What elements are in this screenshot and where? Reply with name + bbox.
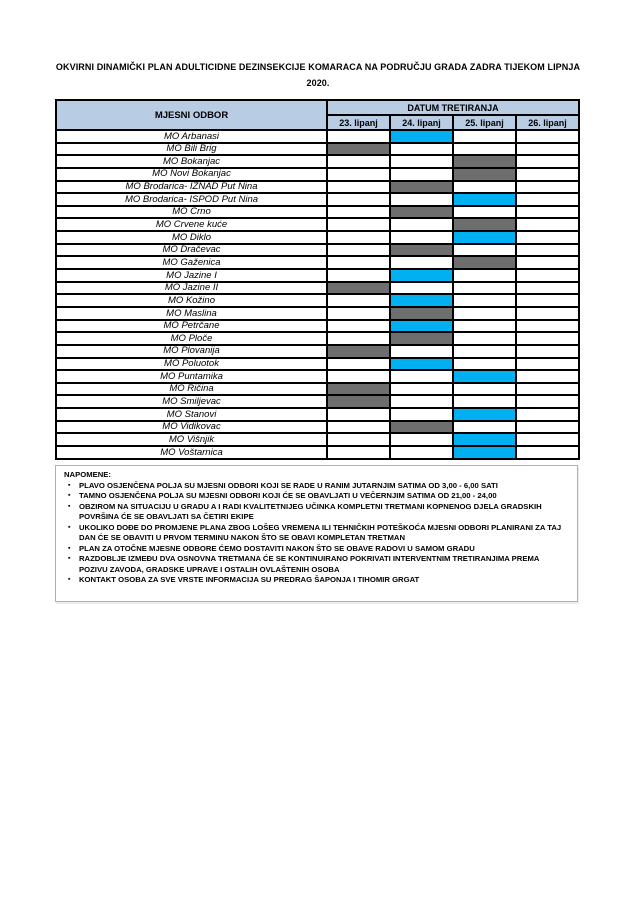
treatment-cell-empty bbox=[390, 155, 453, 168]
treatment-cell-empty bbox=[327, 218, 390, 231]
table-row bbox=[56, 332, 579, 345]
treatment-cell-evening bbox=[327, 282, 390, 295]
treatment-cell-empty bbox=[516, 256, 579, 269]
treatment-cell-empty bbox=[327, 168, 390, 181]
table-header bbox=[56, 100, 579, 130]
note-text: PLAVO OSJENČENA POLJA SU MJESNI ODBORI KOJI SE RADE U RANIM JUTARNJIM SATIMA OD 3,00 - 6,00 SATI bbox=[79, 480, 498, 490]
date-header-26: 26. lipanj bbox=[516, 115, 579, 130]
treatment-cell-empty bbox=[516, 231, 579, 244]
mo-name-cell: MO Arbanasi bbox=[56, 130, 327, 143]
treatment-cell-empty bbox=[327, 206, 390, 219]
treatment-cell-empty bbox=[390, 168, 453, 181]
treatment-cell-empty bbox=[453, 269, 516, 282]
treatment-cell-empty bbox=[327, 433, 390, 446]
notes-heading: NAPOMENE: bbox=[64, 470, 111, 479]
table-row bbox=[56, 358, 579, 371]
treatment-cell-empty bbox=[390, 282, 453, 295]
date-header-23: 23. lipanj bbox=[327, 115, 390, 130]
mo-name-cell: MO Crno bbox=[56, 206, 327, 219]
table-row bbox=[56, 181, 579, 194]
table-row bbox=[56, 370, 579, 383]
treatment-cell-empty bbox=[453, 421, 516, 434]
table-row bbox=[56, 256, 579, 269]
mo-name-cell: MO Kožino bbox=[56, 294, 327, 307]
treatment-cell-empty bbox=[390, 395, 453, 408]
treatment-cell-empty bbox=[516, 395, 579, 408]
mo-name-cell: MO Brodarica- IZNAD Put Nina bbox=[56, 181, 327, 194]
note-item bbox=[68, 502, 569, 523]
mo-name-cell: MO Maslina bbox=[56, 307, 327, 320]
treatment-cell-evening bbox=[390, 332, 453, 345]
treatment-cell-empty bbox=[453, 206, 516, 219]
treatment-cell-empty bbox=[453, 320, 516, 333]
treatment-cell-empty bbox=[453, 130, 516, 143]
treatment-cell-empty bbox=[516, 218, 579, 231]
treatment-cell-empty bbox=[327, 231, 390, 244]
treatment-cell-evening bbox=[453, 218, 516, 231]
treatment-cell-evening bbox=[327, 143, 390, 156]
treatment-cell-morning bbox=[390, 320, 453, 333]
note-item bbox=[68, 544, 569, 555]
treatment-cell-empty bbox=[390, 370, 453, 383]
table-row bbox=[56, 193, 579, 206]
treatment-cell-empty bbox=[327, 408, 390, 421]
mo-name-cell: MO Gaženica bbox=[56, 256, 327, 269]
header-row-group bbox=[56, 100, 579, 115]
treatment-cell-empty bbox=[516, 345, 579, 358]
treatment-cell-evening bbox=[327, 395, 390, 408]
title-line-1: OKVIRNI DINAMIČKI PLAN ADULTICIDNE DEZINSEKCIJE KOMARACA NA PODRUČJU GRADA ZADRA TIJEKOM LIPNJA bbox=[55, 62, 581, 72]
treatment-cell-morning bbox=[453, 408, 516, 421]
treatment-cell-empty bbox=[327, 358, 390, 371]
treatment-cell-empty bbox=[327, 256, 390, 269]
treatment-cell-empty bbox=[327, 193, 390, 206]
title-line-2: 2020. bbox=[306, 78, 330, 88]
treatment-cell-empty bbox=[516, 383, 579, 396]
treatment-cell-empty bbox=[453, 332, 516, 345]
treatment-cell-empty bbox=[453, 282, 516, 295]
treatment-cell-empty bbox=[327, 421, 390, 434]
notes-list bbox=[64, 481, 569, 586]
treatment-cell-evening bbox=[390, 244, 453, 257]
table-row bbox=[56, 282, 579, 295]
treatment-cell-empty bbox=[516, 408, 579, 421]
treatment-schedule-table bbox=[55, 99, 580, 460]
table-row bbox=[56, 446, 579, 459]
note-text: KONTAKT OSOBA ZA SVE VRSTE INFORMACIJA SU PREDRAG ŠAPONJA I TIHOMIR GRGAT bbox=[79, 575, 420, 584]
treatment-cell-empty bbox=[327, 155, 390, 168]
treatment-cell-morning bbox=[390, 358, 453, 371]
mo-name-cell: MO Ričina bbox=[56, 383, 327, 396]
treatment-cell-empty bbox=[516, 332, 579, 345]
treatment-cell-empty bbox=[516, 446, 579, 459]
treatment-cell-empty bbox=[516, 269, 579, 282]
note-item bbox=[68, 523, 569, 544]
treatment-cell-evening bbox=[453, 168, 516, 181]
mo-name-cell: MO Petrčane bbox=[56, 320, 327, 333]
treatment-cell-empty bbox=[453, 143, 516, 156]
treatment-cell-empty bbox=[390, 193, 453, 206]
bullet-marker-icon: ▪ bbox=[68, 523, 71, 531]
treatment-cell-evening bbox=[453, 155, 516, 168]
treatment-cell-empty bbox=[453, 244, 516, 257]
table-row bbox=[56, 155, 579, 168]
table-row bbox=[56, 421, 579, 434]
mo-name-cell: MO Bokanjac bbox=[56, 155, 327, 168]
treatment-cell-evening bbox=[390, 206, 453, 219]
treatment-cell-empty bbox=[453, 383, 516, 396]
treatment-cell-empty bbox=[516, 370, 579, 383]
bullet-marker-icon: ▪ bbox=[68, 576, 71, 583]
column-header-mjesni-odbor: MJESNI ODBOR bbox=[56, 100, 327, 130]
table-row bbox=[56, 408, 579, 421]
treatment-cell-morning bbox=[390, 294, 453, 307]
treatment-cell-evening bbox=[390, 181, 453, 194]
mo-name-cell: MO Poluotok bbox=[56, 358, 327, 371]
treatment-cell-empty bbox=[390, 345, 453, 358]
table-body bbox=[56, 130, 579, 459]
treatment-cell-empty bbox=[453, 395, 516, 408]
table-row bbox=[56, 320, 579, 333]
table-row bbox=[56, 218, 579, 231]
table-row bbox=[56, 383, 579, 396]
treatment-cell-evening bbox=[390, 307, 453, 320]
mo-name-cell: MO Višnjik bbox=[56, 433, 327, 446]
note-item bbox=[68, 554, 569, 575]
treatment-cell-evening bbox=[390, 421, 453, 434]
treatment-cell-empty bbox=[516, 168, 579, 181]
treatment-cell-empty bbox=[390, 408, 453, 421]
treatment-cell-empty bbox=[516, 358, 579, 371]
treatment-cell-empty bbox=[327, 446, 390, 459]
mo-name-cell: MO Brodarica- ISPOD Put Nina bbox=[56, 193, 327, 206]
treatment-cell-evening bbox=[327, 345, 390, 358]
mo-name-cell: MO Novi Bokanjac bbox=[56, 168, 327, 181]
treatment-cell-empty bbox=[453, 181, 516, 194]
document-title bbox=[28, 59, 608, 91]
table-row bbox=[56, 143, 579, 156]
note-item bbox=[68, 481, 569, 492]
mo-name-cell: MO Smiljevac bbox=[56, 395, 327, 408]
table-row bbox=[56, 206, 579, 219]
treatment-cell-empty bbox=[390, 433, 453, 446]
treatment-cell-empty bbox=[453, 358, 516, 371]
treatment-cell-evening bbox=[327, 383, 390, 396]
table-row bbox=[56, 231, 579, 244]
treatment-cell-empty bbox=[390, 231, 453, 244]
table-row bbox=[56, 433, 579, 446]
bullet-marker-icon: ▪ bbox=[68, 481, 71, 489]
treatment-cell-empty bbox=[516, 282, 579, 295]
note-text: OBZIROM NA SITUACIJU U GRADU A I RADI KVALITETNIJEG UČINKA KOMPLETNI TRETMANI KOPNENOG DJELA GRADSKIH POVRŠINA ĆE SE OBAVLJATI SA ČETIRI EKIPE bbox=[79, 501, 542, 521]
treatment-cell-empty bbox=[327, 130, 390, 143]
treatment-cell-empty bbox=[453, 307, 516, 320]
treatment-cell-empty bbox=[516, 143, 579, 156]
treatment-cell-empty bbox=[390, 143, 453, 156]
treatment-cell-empty bbox=[516, 421, 579, 434]
treatment-cell-empty bbox=[327, 332, 390, 345]
bullet-marker-icon: ▪ bbox=[68, 502, 71, 510]
treatment-cell-empty bbox=[327, 294, 390, 307]
treatment-cell-morning bbox=[453, 193, 516, 206]
table-row bbox=[56, 244, 579, 257]
treatment-cell-empty bbox=[327, 181, 390, 194]
bullet-marker-icon: ▪ bbox=[68, 544, 71, 552]
table-row bbox=[56, 395, 579, 408]
mo-name-cell: MO Jazine I bbox=[56, 269, 327, 282]
table-row bbox=[56, 307, 579, 320]
treatment-cell-empty bbox=[516, 244, 579, 257]
mo-name-cell: MO Voštarnica bbox=[56, 446, 327, 459]
treatment-cell-empty bbox=[390, 383, 453, 396]
date-header-24: 24. lipanj bbox=[390, 115, 453, 130]
treatment-cell-morning bbox=[390, 130, 453, 143]
treatment-cell-morning bbox=[390, 269, 453, 282]
table-row bbox=[56, 345, 579, 358]
mo-name-cell: MO Bili Brig bbox=[56, 143, 327, 156]
treatment-cell-empty bbox=[516, 206, 579, 219]
notes-box bbox=[55, 465, 578, 602]
treatment-cell-morning bbox=[453, 231, 516, 244]
mo-name-cell: MO Dračevac bbox=[56, 244, 327, 257]
note-text: PLAN ZA OTOČNE MJESNE ODBORE ĆEMO DOSTAVITI NAKON ŠTO SE OBAVE RADOVI U SAMOM GRADU bbox=[79, 543, 475, 553]
treatment-cell-morning bbox=[453, 433, 516, 446]
column-group-header-datum-tretiranja: DATUM TRETIRANJA bbox=[327, 100, 579, 115]
treatment-cell-empty bbox=[516, 320, 579, 333]
treatment-cell-evening bbox=[453, 256, 516, 269]
mo-name-cell: MO Diklo bbox=[56, 231, 327, 244]
note-text: RAZDOBLJE IZMEĐU DVA OSNOVNA TRETMANA ĆE SE KONTINUIRANO POKRIVATI INTERVENTNIM TRETIRANJIMA PREMA POZIVU ZAVODA, GRADSKE UPRAVE I OSTALIH OVLAŠTENIH OSOBA bbox=[79, 554, 540, 574]
treatment-cell-morning bbox=[453, 446, 516, 459]
treatment-cell-empty bbox=[390, 256, 453, 269]
mo-name-cell: MO Vidikovac bbox=[56, 421, 327, 434]
treatment-cell-empty bbox=[516, 193, 579, 206]
bullet-marker-icon: ▪ bbox=[68, 492, 71, 499]
treatment-cell-empty bbox=[516, 294, 579, 307]
treatment-cell-empty bbox=[327, 269, 390, 282]
note-text: UKOLIKO DOĐE DO PROMJENE PLANA ZBOG LOŠEG VREMENA ILI TEHNIČKIH POTEŠKOĆA MJESNI ODBORI PLANIRANI ZA TAJ DAN ĆE SE OBAVITI U PRVOM TERMINU NAKON ŠTO SE OBAVI KOMPLETAN TRETMAN bbox=[79, 522, 562, 542]
treatment-cell-empty bbox=[453, 294, 516, 307]
bullet-marker-icon: ▪ bbox=[68, 555, 71, 562]
mo-name-cell: MO Ploče bbox=[56, 332, 327, 345]
treatment-cell-empty bbox=[327, 307, 390, 320]
table-row bbox=[56, 294, 579, 307]
treatment-cell-empty bbox=[516, 433, 579, 446]
treatment-cell-empty bbox=[516, 307, 579, 320]
note-item bbox=[68, 491, 569, 502]
treatment-cell-empty bbox=[390, 218, 453, 231]
mo-name-cell: MO Stanovi bbox=[56, 408, 327, 421]
treatment-cell-empty bbox=[327, 370, 390, 383]
mo-name-cell: MO Plovanija bbox=[56, 345, 327, 358]
treatment-cell-empty bbox=[516, 155, 579, 168]
treatment-cell-morning bbox=[453, 370, 516, 383]
table-row bbox=[56, 168, 579, 181]
table-row bbox=[56, 130, 579, 143]
note-item bbox=[68, 575, 569, 586]
treatment-cell-empty bbox=[327, 320, 390, 333]
note-text: TAMNO OSJENČENA POLJA SU MJESNI ODBORI KOJI ĆE SE OBAVLJATI U VEČERNJIM SATIMA OD 21,00 - 24,00 bbox=[79, 491, 497, 500]
table-row bbox=[56, 269, 579, 282]
treatment-cell-empty bbox=[453, 345, 516, 358]
treatment-cell-empty bbox=[327, 244, 390, 257]
treatment-cell-empty bbox=[390, 446, 453, 459]
treatment-cell-empty bbox=[516, 130, 579, 143]
treatment-cell-empty bbox=[516, 181, 579, 194]
date-header-25: 25. lipanj bbox=[453, 115, 516, 130]
mo-name-cell: MO Jazine II bbox=[56, 282, 327, 295]
mo-name-cell: MO Crvene kuće bbox=[56, 218, 327, 231]
mo-name-cell: MO Puntamika bbox=[56, 370, 327, 383]
